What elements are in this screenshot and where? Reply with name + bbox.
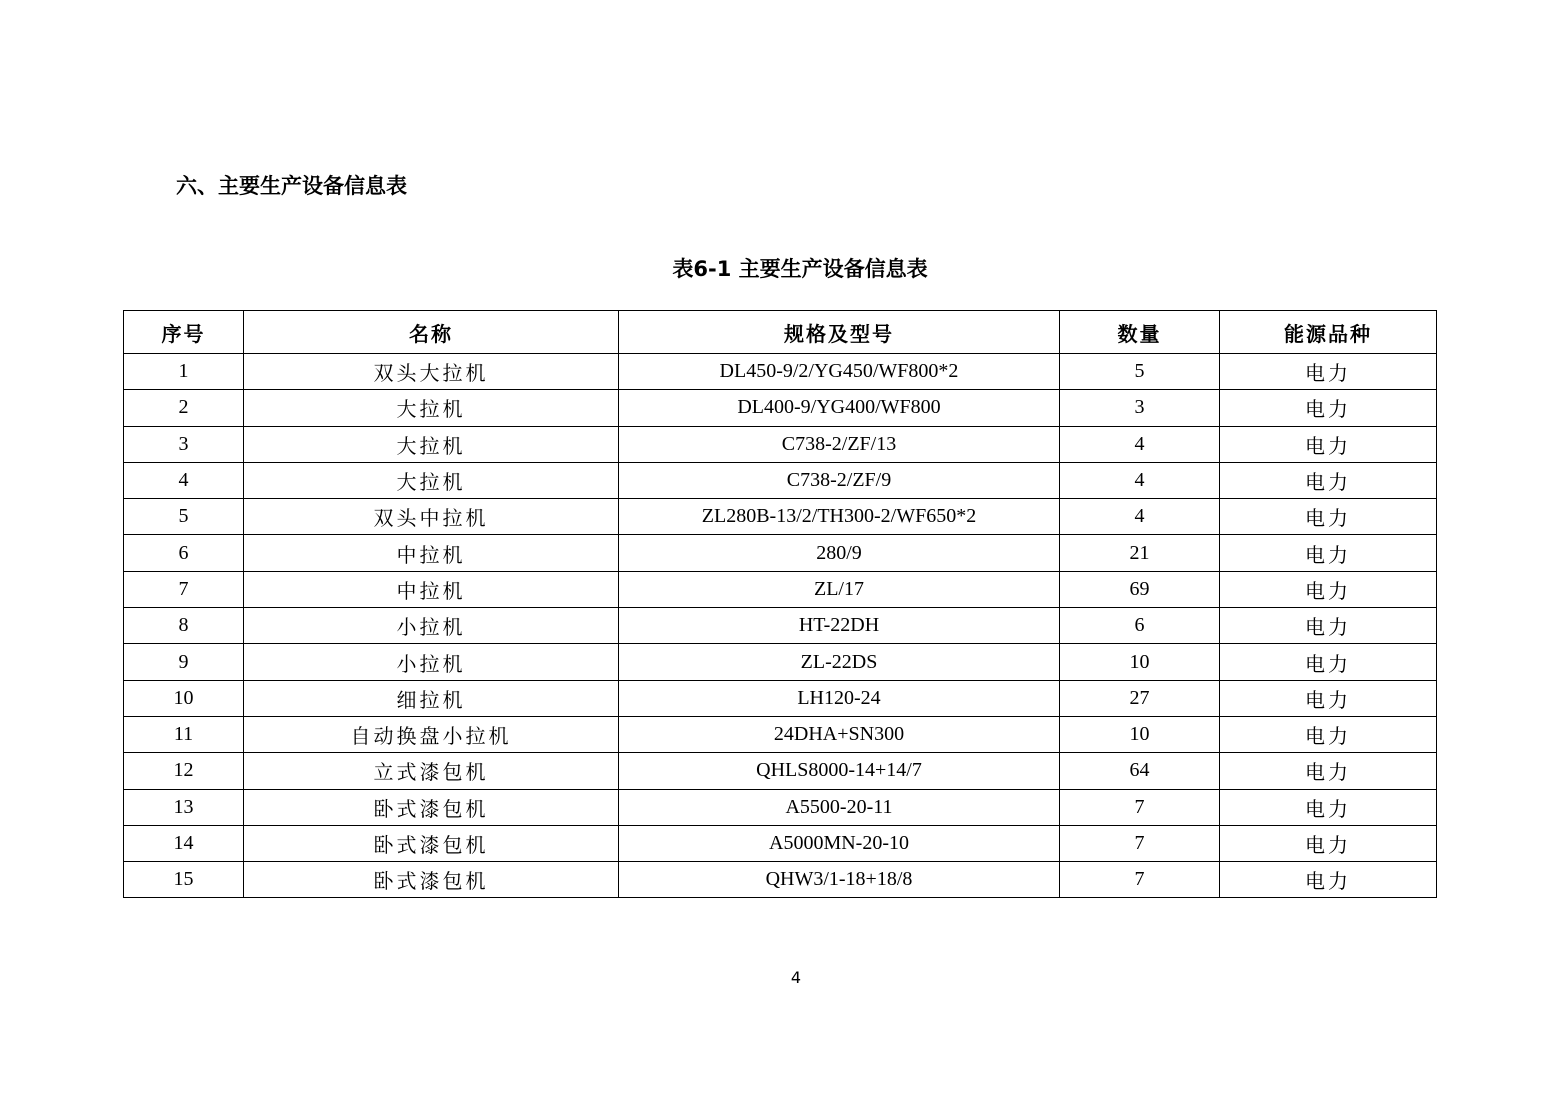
cell-name: 中拉机: [244, 571, 619, 607]
cell-name: 大拉机: [244, 462, 619, 498]
table-caption: 表6-1 主要生产设备信息表: [672, 257, 928, 281]
cell-index: 4: [124, 462, 244, 498]
equipment-table: [123, 310, 1437, 898]
header-row: [124, 311, 1437, 354]
cell-quantity: 7: [1060, 825, 1220, 861]
table-row: [124, 862, 1437, 898]
cell-energy: 电力: [1220, 390, 1437, 426]
cell-name: 小拉机: [244, 644, 619, 680]
cell-name: 中拉机: [244, 535, 619, 571]
cell-energy: 电力: [1220, 608, 1437, 644]
cell-quantity: 5: [1060, 354, 1220, 390]
header-index: 序号: [124, 311, 244, 354]
cell-index: 6: [124, 535, 244, 571]
cell-spec: QHW3/1-18+18/8: [619, 862, 1060, 898]
cell-index: 10: [124, 680, 244, 716]
cell-index: 8: [124, 608, 244, 644]
cell-name: 卧式漆包机: [244, 862, 619, 898]
cell-energy: 电力: [1220, 716, 1437, 752]
cell-index: 11: [124, 716, 244, 752]
cell-spec: ZL-22DS: [619, 644, 1060, 680]
table-row: [124, 571, 1437, 607]
cell-name: 双头中拉机: [244, 499, 619, 535]
cell-energy: 电力: [1220, 644, 1437, 680]
cell-energy: 电力: [1220, 462, 1437, 498]
cell-energy: 电力: [1220, 535, 1437, 571]
table-header: [124, 311, 1437, 354]
cell-energy: 电力: [1220, 862, 1437, 898]
cell-quantity: 6: [1060, 608, 1220, 644]
cell-energy: 电力: [1220, 680, 1437, 716]
cell-energy: 电力: [1220, 499, 1437, 535]
cell-name: 细拉机: [244, 680, 619, 716]
cell-quantity: 3: [1060, 390, 1220, 426]
cell-quantity: 4: [1060, 426, 1220, 462]
cell-spec: 280/9: [619, 535, 1060, 571]
cell-spec: LH120-24: [619, 680, 1060, 716]
cell-spec: QHLS8000-14+14/7: [619, 753, 1060, 789]
cell-spec: C738-2/ZF/9: [619, 462, 1060, 498]
cell-index: 1: [124, 354, 244, 390]
cell-name: 自动换盘小拉机: [244, 716, 619, 752]
cell-index: 14: [124, 825, 244, 861]
cell-name: 立式漆包机: [244, 753, 619, 789]
table-row: [124, 825, 1437, 861]
cell-name: 双头大拉机: [244, 354, 619, 390]
table-row: [124, 753, 1437, 789]
cell-energy: 电力: [1220, 354, 1437, 390]
cell-index: 15: [124, 862, 244, 898]
cell-index: 12: [124, 753, 244, 789]
cell-spec: C738-2/ZF/13: [619, 426, 1060, 462]
cell-energy: 电力: [1220, 789, 1437, 825]
table-row: [124, 499, 1437, 535]
table-row: [124, 608, 1437, 644]
header-energy: 能源品种: [1220, 311, 1437, 354]
table-row: [124, 789, 1437, 825]
table-row: [124, 680, 1437, 716]
cell-energy: 电力: [1220, 571, 1437, 607]
cell-spec: A5000MN-20-10: [619, 825, 1060, 861]
cell-energy: 电力: [1220, 753, 1437, 789]
cell-spec: 24DHA+SN300: [619, 716, 1060, 752]
cell-name: 大拉机: [244, 390, 619, 426]
table-row: [124, 462, 1437, 498]
header-name: 名称: [244, 311, 619, 354]
cell-quantity: 27: [1060, 680, 1220, 716]
table-row: [124, 716, 1437, 752]
cell-quantity: 4: [1060, 462, 1220, 498]
table-row: [124, 426, 1437, 462]
cell-index: 13: [124, 789, 244, 825]
page-number: 4: [790, 968, 802, 987]
cell-quantity: 4: [1060, 499, 1220, 535]
cell-name: 卧式漆包机: [244, 825, 619, 861]
cell-quantity: 21: [1060, 535, 1220, 571]
cell-quantity: 10: [1060, 716, 1220, 752]
table-row: [124, 644, 1437, 680]
section-heading: 六、主要生产设备信息表: [176, 174, 407, 198]
cell-name: 大拉机: [244, 426, 619, 462]
cell-quantity: 64: [1060, 753, 1220, 789]
cell-spec: HT-22DH: [619, 608, 1060, 644]
cell-spec: DL450-9/2/YG450/WF800*2: [619, 354, 1060, 390]
table-row: [124, 354, 1437, 390]
cell-quantity: 7: [1060, 862, 1220, 898]
cell-quantity: 7: [1060, 789, 1220, 825]
cell-quantity: 69: [1060, 571, 1220, 607]
cell-index: 2: [124, 390, 244, 426]
cell-name: 卧式漆包机: [244, 789, 619, 825]
cell-name: 小拉机: [244, 608, 619, 644]
cell-spec: A5500-20-11: [619, 789, 1060, 825]
cell-spec: ZL280B-13/2/TH300-2/WF650*2: [619, 499, 1060, 535]
header-quantity: 数量: [1060, 311, 1220, 354]
cell-energy: 电力: [1220, 426, 1437, 462]
table-body: [124, 354, 1437, 898]
table-row: [124, 535, 1437, 571]
cell-quantity: 10: [1060, 644, 1220, 680]
header-spec: 规格及型号: [619, 311, 1060, 354]
cell-energy: 电力: [1220, 825, 1437, 861]
cell-index: 7: [124, 571, 244, 607]
cell-spec: DL400-9/YG400/WF800: [619, 390, 1060, 426]
table-row: [124, 390, 1437, 426]
cell-spec: ZL/17: [619, 571, 1060, 607]
cell-index: 3: [124, 426, 244, 462]
cell-index: 5: [124, 499, 244, 535]
cell-index: 9: [124, 644, 244, 680]
